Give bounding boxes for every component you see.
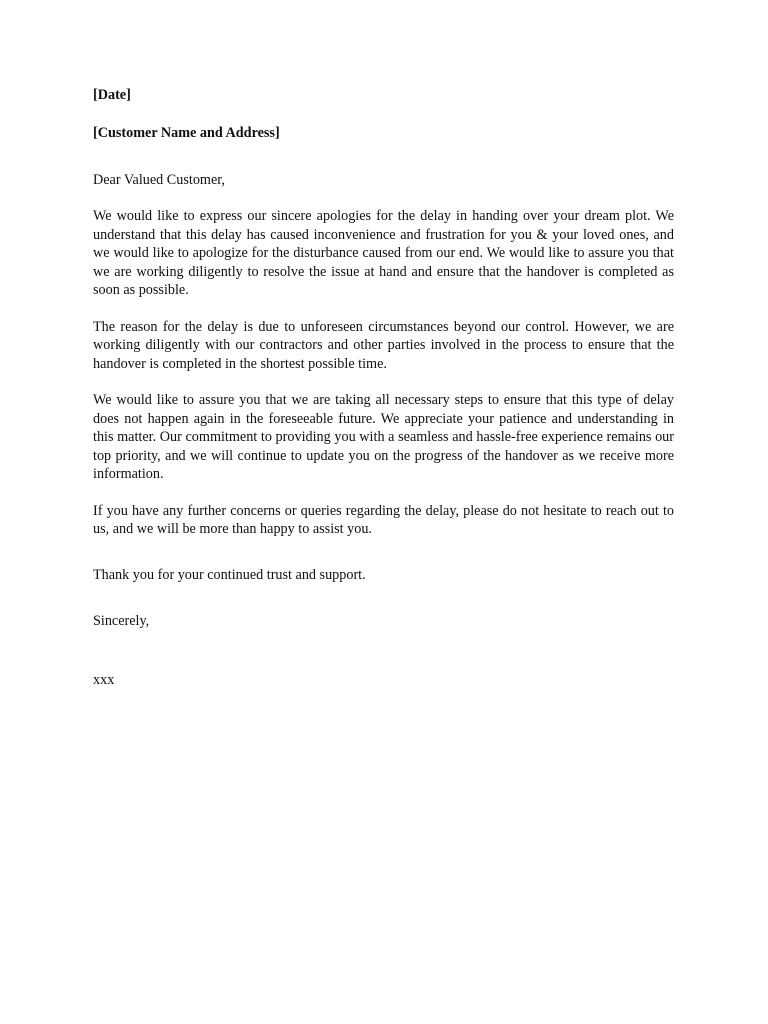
date-placeholder: [Date] xyxy=(93,87,131,103)
paragraph-apology: We would like to express our sincere apologies for the delay in handing over your dream plot. We understand that this delay has caused inconvenience and frustration for you & your loved ones, and we would like to apologize for the disturbance caused from our end. We would like to assure you that we are working diligently to resolve the issue at hand and ensure that the handover is completed as soon as possible. xyxy=(93,208,674,298)
letter-body xyxy=(93,86,674,689)
signature: xxx xyxy=(93,671,115,688)
closing-thanks: Thank you for your continued trust and support. xyxy=(93,566,366,583)
sign-off: Sincerely, xyxy=(93,613,150,629)
paragraph-contact: If you have any further concerns or queries regarding the delay, please do not hesitate to reach out to us, and we will be more than happy to assist you. xyxy=(93,502,674,537)
paragraph-assurance: We would like to assure you that we are taking all necessary steps to ensure that this type of delay does not happen again in the foreseeable future. We appreciate your patience and understanding in this matter. Our commitment to providing you with a seamless and hassle-free experience remains our top priority, and we will continue to update you on the progress of the handover as we receive more information. xyxy=(93,392,674,482)
recipient-placeholder: [Customer Name and Address] xyxy=(93,125,280,141)
salutation: Dear Valued Customer, xyxy=(93,171,225,188)
paragraph-reason: The reason for the delay is due to unforeseen circumstances beyond our control. However, we are working diligently with our contractors and other parties involved in the process to ensure that the handover is completed in the shortest possible time. xyxy=(93,318,674,372)
